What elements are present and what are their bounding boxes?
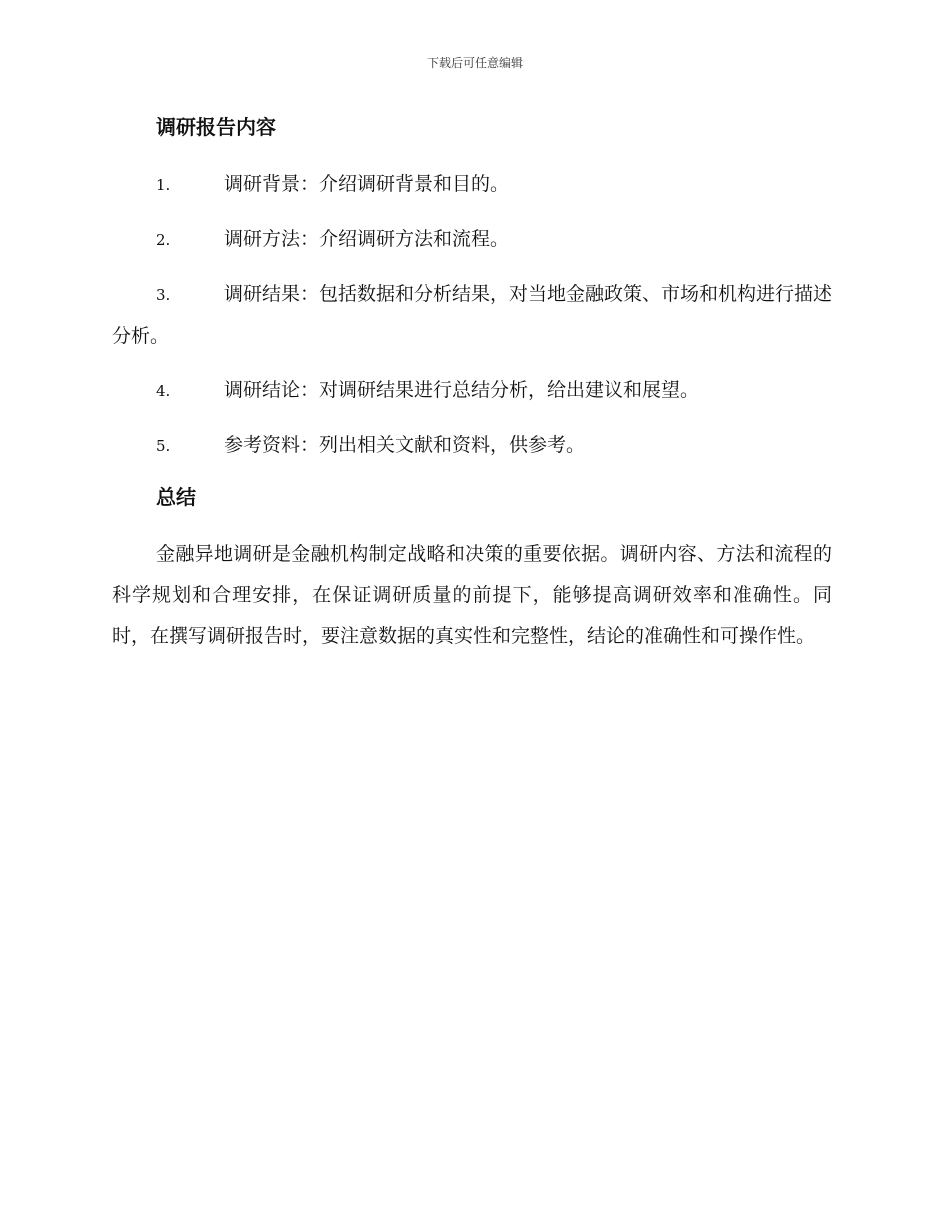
list-item [112, 274, 832, 357]
list-item [112, 219, 832, 261]
list-item-number: 1. [156, 176, 171, 194]
list-item-number: 3. [156, 286, 171, 304]
list-item-number: 2. [156, 231, 171, 249]
page-header: 下载后可任意编辑 [426, 56, 523, 70]
list-item [112, 164, 832, 206]
list-item-text: 调研结果：包括数据和分析结果，对当地金融政策、市场和机构进行描述分析。 [112, 283, 833, 347]
list-item-number: 4. [156, 382, 171, 400]
summary-paragraph: 金融异地调研是金融机构制定战略和决策的重要依据。调研内容、方法和流程的科学规划和合理安排，在保证调研质量的前提下，能够提高调研效率和准确性。同时，在撰写调研报告时，要注意数据的真实性和完整性，结论的准确性和可操作性。 [112, 543, 832, 647]
list-item-text: 调研结论：对调研结果进行总结分析，给出建议和展望。 [224, 379, 700, 401]
section-heading-summary: 总结 [156, 485, 196, 509]
document-body [112, 110, 832, 657]
section-heading-report-content: 调研报告内容 [156, 115, 276, 139]
list-item [112, 370, 832, 412]
list-item-text: 参考资料：列出相关文献和资料，供参考。 [224, 434, 586, 456]
list-item-number: 5. [156, 437, 171, 455]
list-item [112, 425, 832, 467]
list-item-text: 调研背景：介绍调研背景和目的。 [224, 173, 510, 195]
list-item-text: 调研方法：介绍调研方法和流程。 [224, 228, 510, 250]
